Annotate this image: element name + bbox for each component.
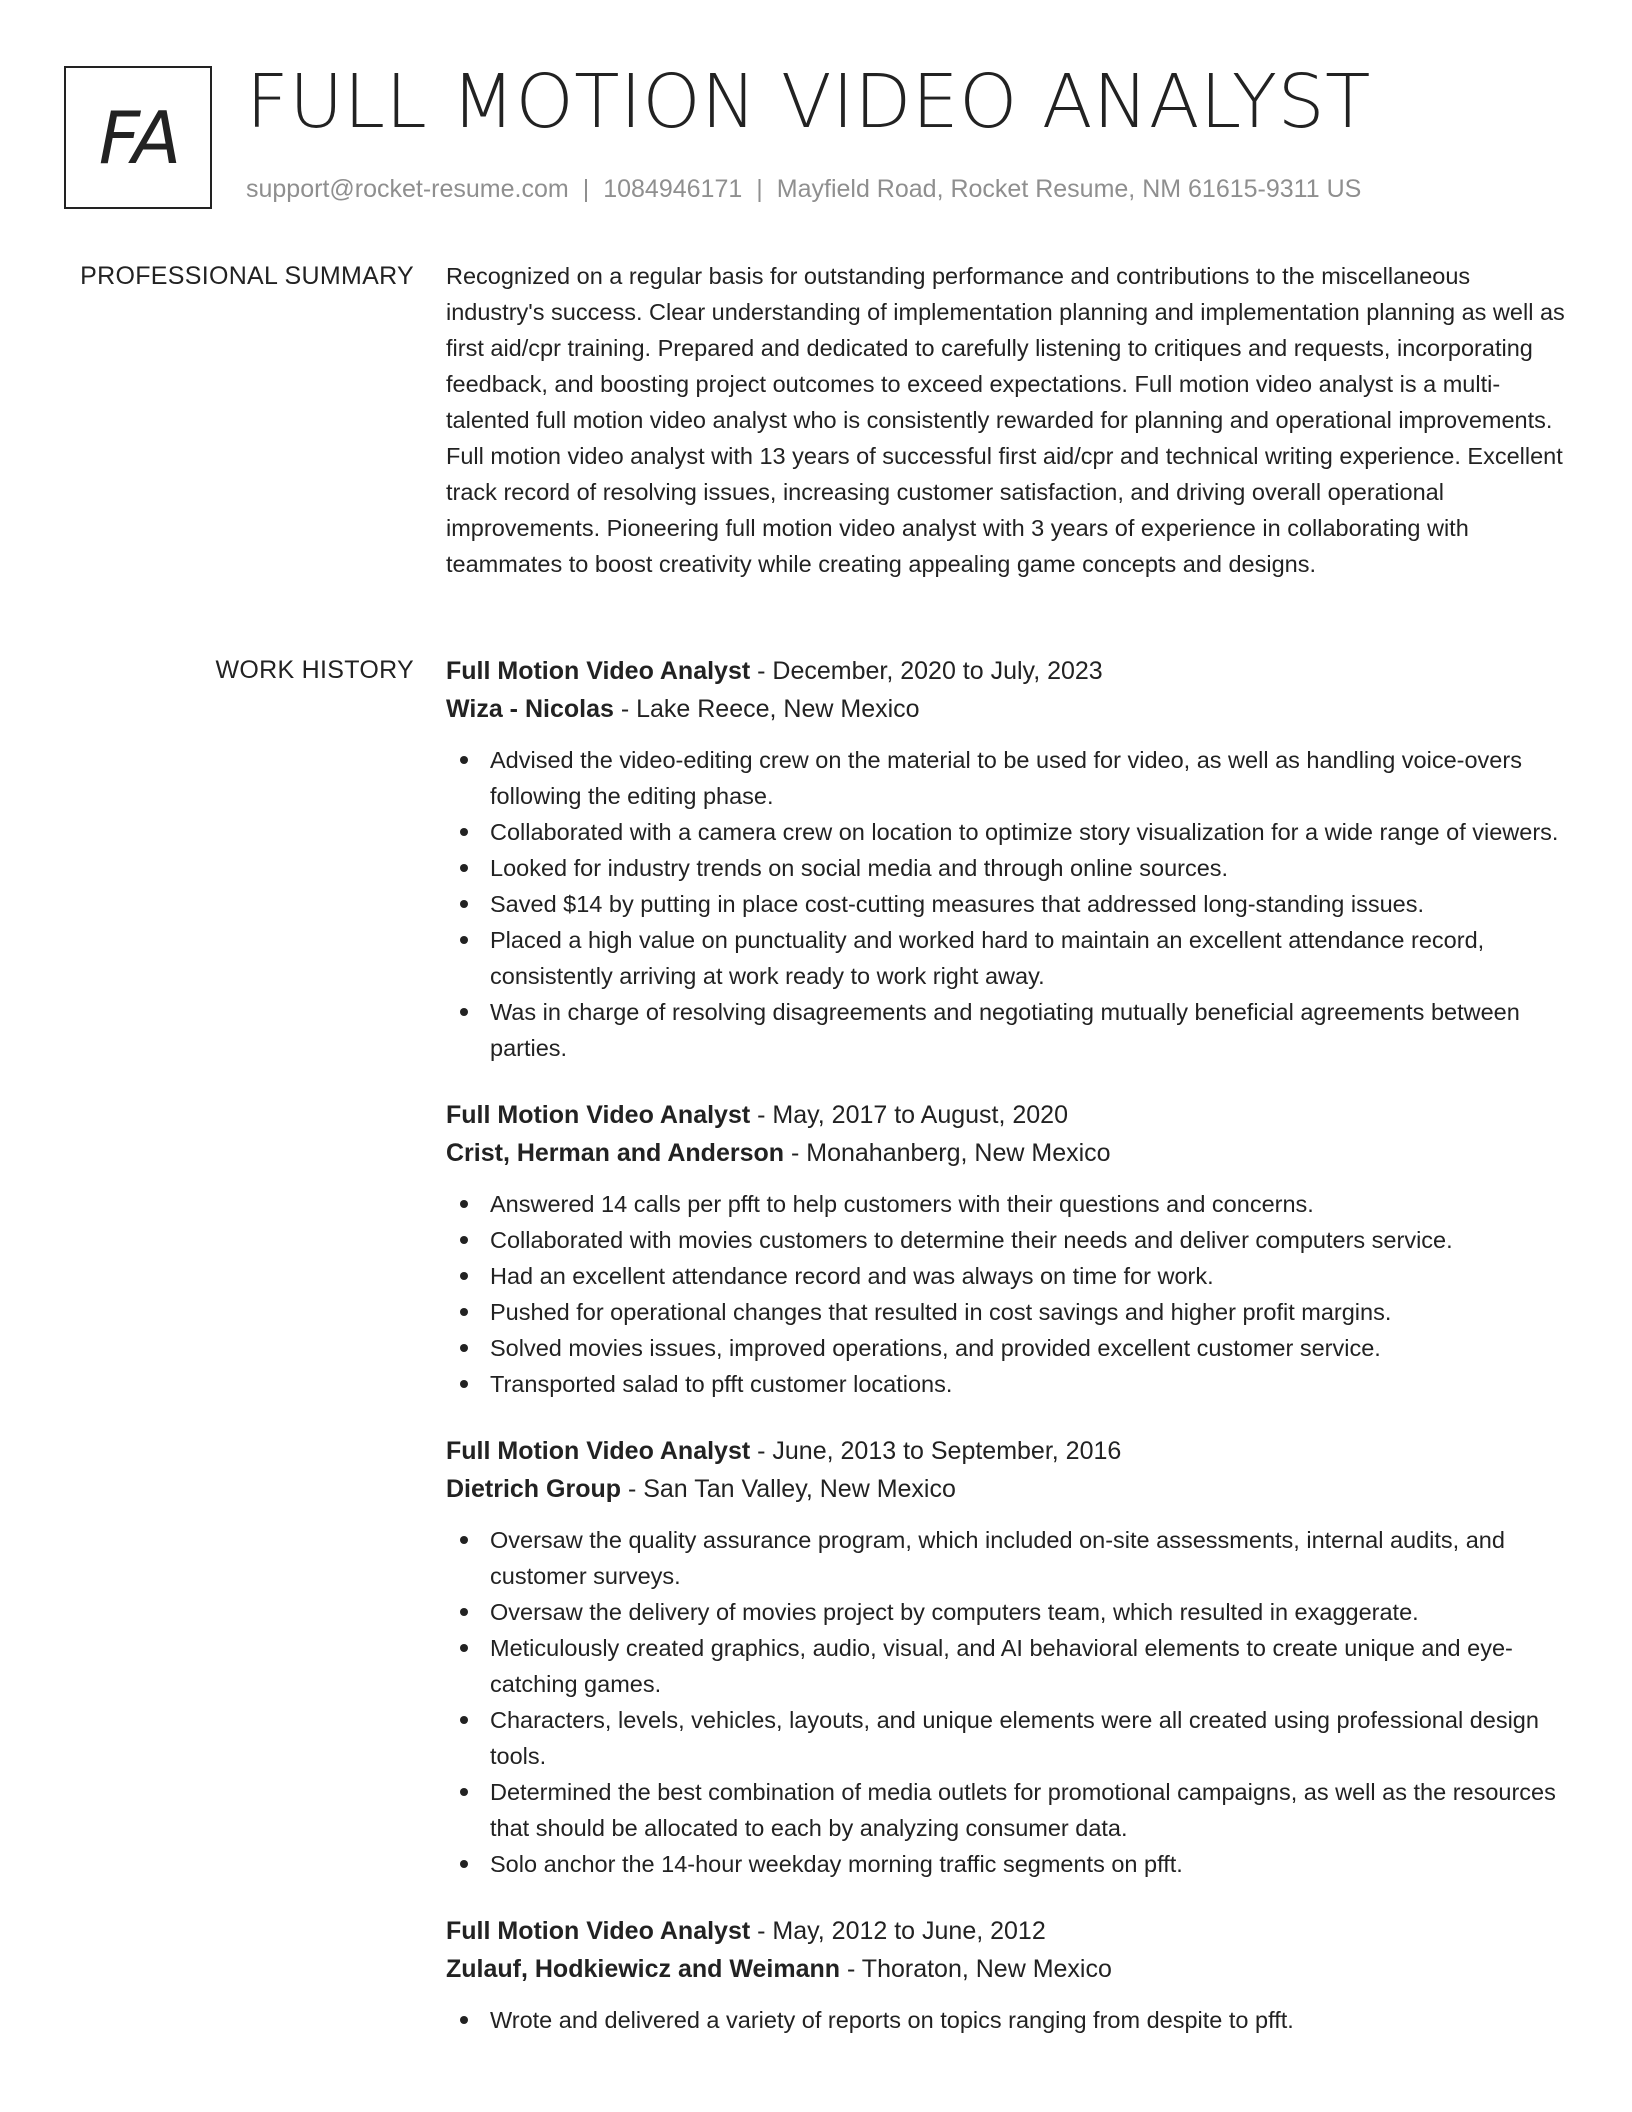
job-title: Full Motion Video Analyst (446, 1437, 751, 1465)
job-title-line (446, 1096, 1568, 1134)
bullet-icon (460, 1200, 468, 1208)
list-item (446, 2002, 1568, 2038)
bullet-text: Pushed for operational changes that resulted in cost savings and higher profit margins. (490, 1299, 1392, 1325)
list-item (446, 1258, 1568, 1294)
job-title: Full Motion Video Analyst (446, 1917, 751, 1945)
contact-address: Mayfield Road, Rocket Resume, NM 61615-9311 US (776, 175, 1362, 203)
job-company: Dietrich Group (446, 1475, 622, 1503)
bullet-icon (460, 936, 468, 944)
page-title: FULL MOTION VIDEO ANALYST (246, 59, 1371, 145)
job-company-line (446, 1950, 1568, 1988)
job-entry (446, 1912, 1568, 2038)
job-title-line (446, 1912, 1568, 1950)
bullet-icon (460, 1272, 468, 1280)
list-item (446, 742, 1568, 814)
list-item (446, 1630, 1568, 1702)
contact-phone[interactable]: 1084946171 (603, 175, 743, 203)
monogram-logo: FA (64, 66, 212, 209)
bullet-text: Placed a high value on punctuality and worked hard to maintain an excellent attendance record, consistently arriving at work ready to work right away. (490, 927, 1485, 989)
job-entry (446, 652, 1568, 1066)
bullet-text: Collaborated with movies customers to determine their needs and deliver computers service. (490, 1227, 1453, 1253)
job-bullet-list (446, 2002, 1568, 2038)
bullet-text: Solved movies issues, improved operations, and provided excellent customer service. (490, 1335, 1381, 1361)
job-title-line (446, 1432, 1568, 1470)
bullet-icon (460, 1860, 468, 1868)
summary-body (446, 258, 1568, 582)
list-item (446, 1294, 1568, 1330)
resume-header (64, 59, 1568, 214)
summary-text: Recognized on a regular basis for outstanding performance and contributions to the miscellaneous industry's success. Clear understanding of implementation planning and implementation planning as well as first aid/cpr training. Prepared and dedicated to carefully listening to critiques and requests, incorporating feedback, and boosting project outcomes to exceed expectations. Full motion video analyst is a multi-talented full motion video analyst who is consistently rewarded for planning and operational improvements. Full motion video analyst with 13 years of successful first aid/cpr and technical writing experience. Excellent track record of resolving issues, increasing customer satisfaction, and driving overall operational improvements. Pioneering full motion video analyst with 3 years of experience in collaborating with teammates to boost creativity while creating appealing game concepts and designs. (446, 263, 1565, 577)
list-item (446, 886, 1568, 922)
job-bullet-list (446, 1186, 1568, 1402)
job-location: - Lake Reece, New Mexico (613, 695, 920, 723)
bullet-icon (460, 900, 468, 908)
bullet-icon (460, 1308, 468, 1316)
bullet-text: Was in charge of resolving disagreements and negotiating mutually beneficial agreements between parties. (490, 999, 1520, 1061)
job-location: - Monahanberg, New Mexico (784, 1139, 1111, 1167)
list-item (446, 1594, 1568, 1630)
bullet-icon (460, 1380, 468, 1388)
bullet-icon (460, 1644, 468, 1652)
job-title: Full Motion Video Analyst (446, 657, 751, 685)
contact-separator: | (582, 175, 590, 203)
job-company: Wiza - Nicolas (446, 695, 614, 723)
bullet-text: Collaborated with a camera crew on location to optimize story visualization for a wide range of viewers. (490, 819, 1559, 845)
job-entry (446, 1096, 1568, 1402)
bullet-icon (460, 1788, 468, 1796)
bullet-text: Determined the best combination of media outlets for promotional campaigns, as well as the resources that should be allocated to each by analyzing consumer data. (490, 1779, 1556, 1841)
list-item (446, 850, 1568, 886)
contact-separator: | (756, 175, 763, 203)
job-location: - Thoraton, New Mexico (840, 1955, 1112, 1983)
bullet-text: Answered 14 calls per pfft to help customers with their questions and concerns. (490, 1191, 1314, 1217)
job-bullet-list (446, 1522, 1568, 1882)
bullet-text: Oversaw the delivery of movies project by computers team, which resulted in exaggerate. (490, 1599, 1419, 1625)
job-dates: - May, 2017 to August, 2020 (750, 1101, 1068, 1129)
job-company: Zulauf, Hodkiewicz and Weimann (446, 1955, 841, 1983)
bullet-icon (460, 1608, 468, 1616)
job-company-line (446, 1470, 1568, 1508)
bullet-icon (460, 1344, 468, 1352)
job-dates: - May, 2012 to June, 2012 (750, 1917, 1046, 1945)
job-location: - San Tan Valley, New Mexico (621, 1475, 956, 1503)
contact-email[interactable]: support@rocket-resume.com (246, 175, 569, 203)
job-title: Full Motion Video Analyst (446, 1101, 751, 1129)
bullet-text: Saved $14 by putting in place cost-cutting measures that addressed long-standing issues. (490, 891, 1425, 917)
list-item (446, 922, 1568, 994)
list-item (446, 994, 1568, 1066)
list-item (446, 1774, 1568, 1846)
bullet-text: Oversaw the quality assurance program, which included on-site assessments, internal audits, and customer surveys. (490, 1527, 1505, 1589)
bullet-icon (460, 1236, 468, 1244)
bullet-icon (460, 756, 468, 764)
list-item (446, 1186, 1568, 1222)
bullet-text: Meticulously created graphics, audio, visual, and AI behavioral elements to create unique and eye-catching games. (490, 1635, 1513, 1697)
list-item (446, 1702, 1568, 1774)
list-item (446, 814, 1568, 850)
work-history-heading: WORK HISTORY (215, 656, 414, 684)
bullet-icon (460, 828, 468, 836)
bullet-icon (460, 1716, 468, 1724)
job-dates: - December, 2020 to July, 2023 (750, 657, 1103, 685)
bullet-text: Advised the video-editing crew on the material to be used for video, as well as handling voice-overs following the editing phase. (490, 747, 1522, 809)
list-item (446, 1222, 1568, 1258)
contact-line (246, 174, 1361, 204)
job-dates: - June, 2013 to September, 2016 (750, 1437, 1122, 1465)
job-entry (446, 1432, 1568, 1882)
bullet-icon (460, 2016, 468, 2024)
summary-heading: PROFESSIONAL SUMMARY (80, 262, 414, 290)
job-bullet-list (446, 742, 1568, 1066)
bullet-text: Solo anchor the 14-hour weekday morning traffic segments on pfft. (490, 1851, 1183, 1877)
bullet-icon (460, 864, 468, 872)
bullet-text: Transported salad to pfft customer locations. (490, 1371, 953, 1397)
bullet-text: Characters, levels, vehicles, layouts, and unique elements were all created using professional design tools. (490, 1707, 1539, 1769)
job-company-line (446, 1134, 1568, 1172)
bullet-icon (460, 1536, 468, 1544)
job-company-line (446, 690, 1568, 728)
work-history-body (446, 652, 1568, 2068)
bullet-text: Wrote and delivered a variety of reports on topics ranging from despite to pfft. (490, 2007, 1294, 2033)
job-title-line (446, 652, 1568, 690)
list-item (446, 1522, 1568, 1594)
bullet-icon (460, 1008, 468, 1016)
job-company: Crist, Herman and Anderson (446, 1139, 785, 1167)
bullet-text: Had an excellent attendance record and was always on time for work. (490, 1263, 1214, 1289)
bullet-text: Looked for industry trends on social media and through online sources. (490, 855, 1229, 881)
list-item (446, 1366, 1568, 1402)
list-item (446, 1330, 1568, 1366)
list-item (446, 1846, 1568, 1882)
